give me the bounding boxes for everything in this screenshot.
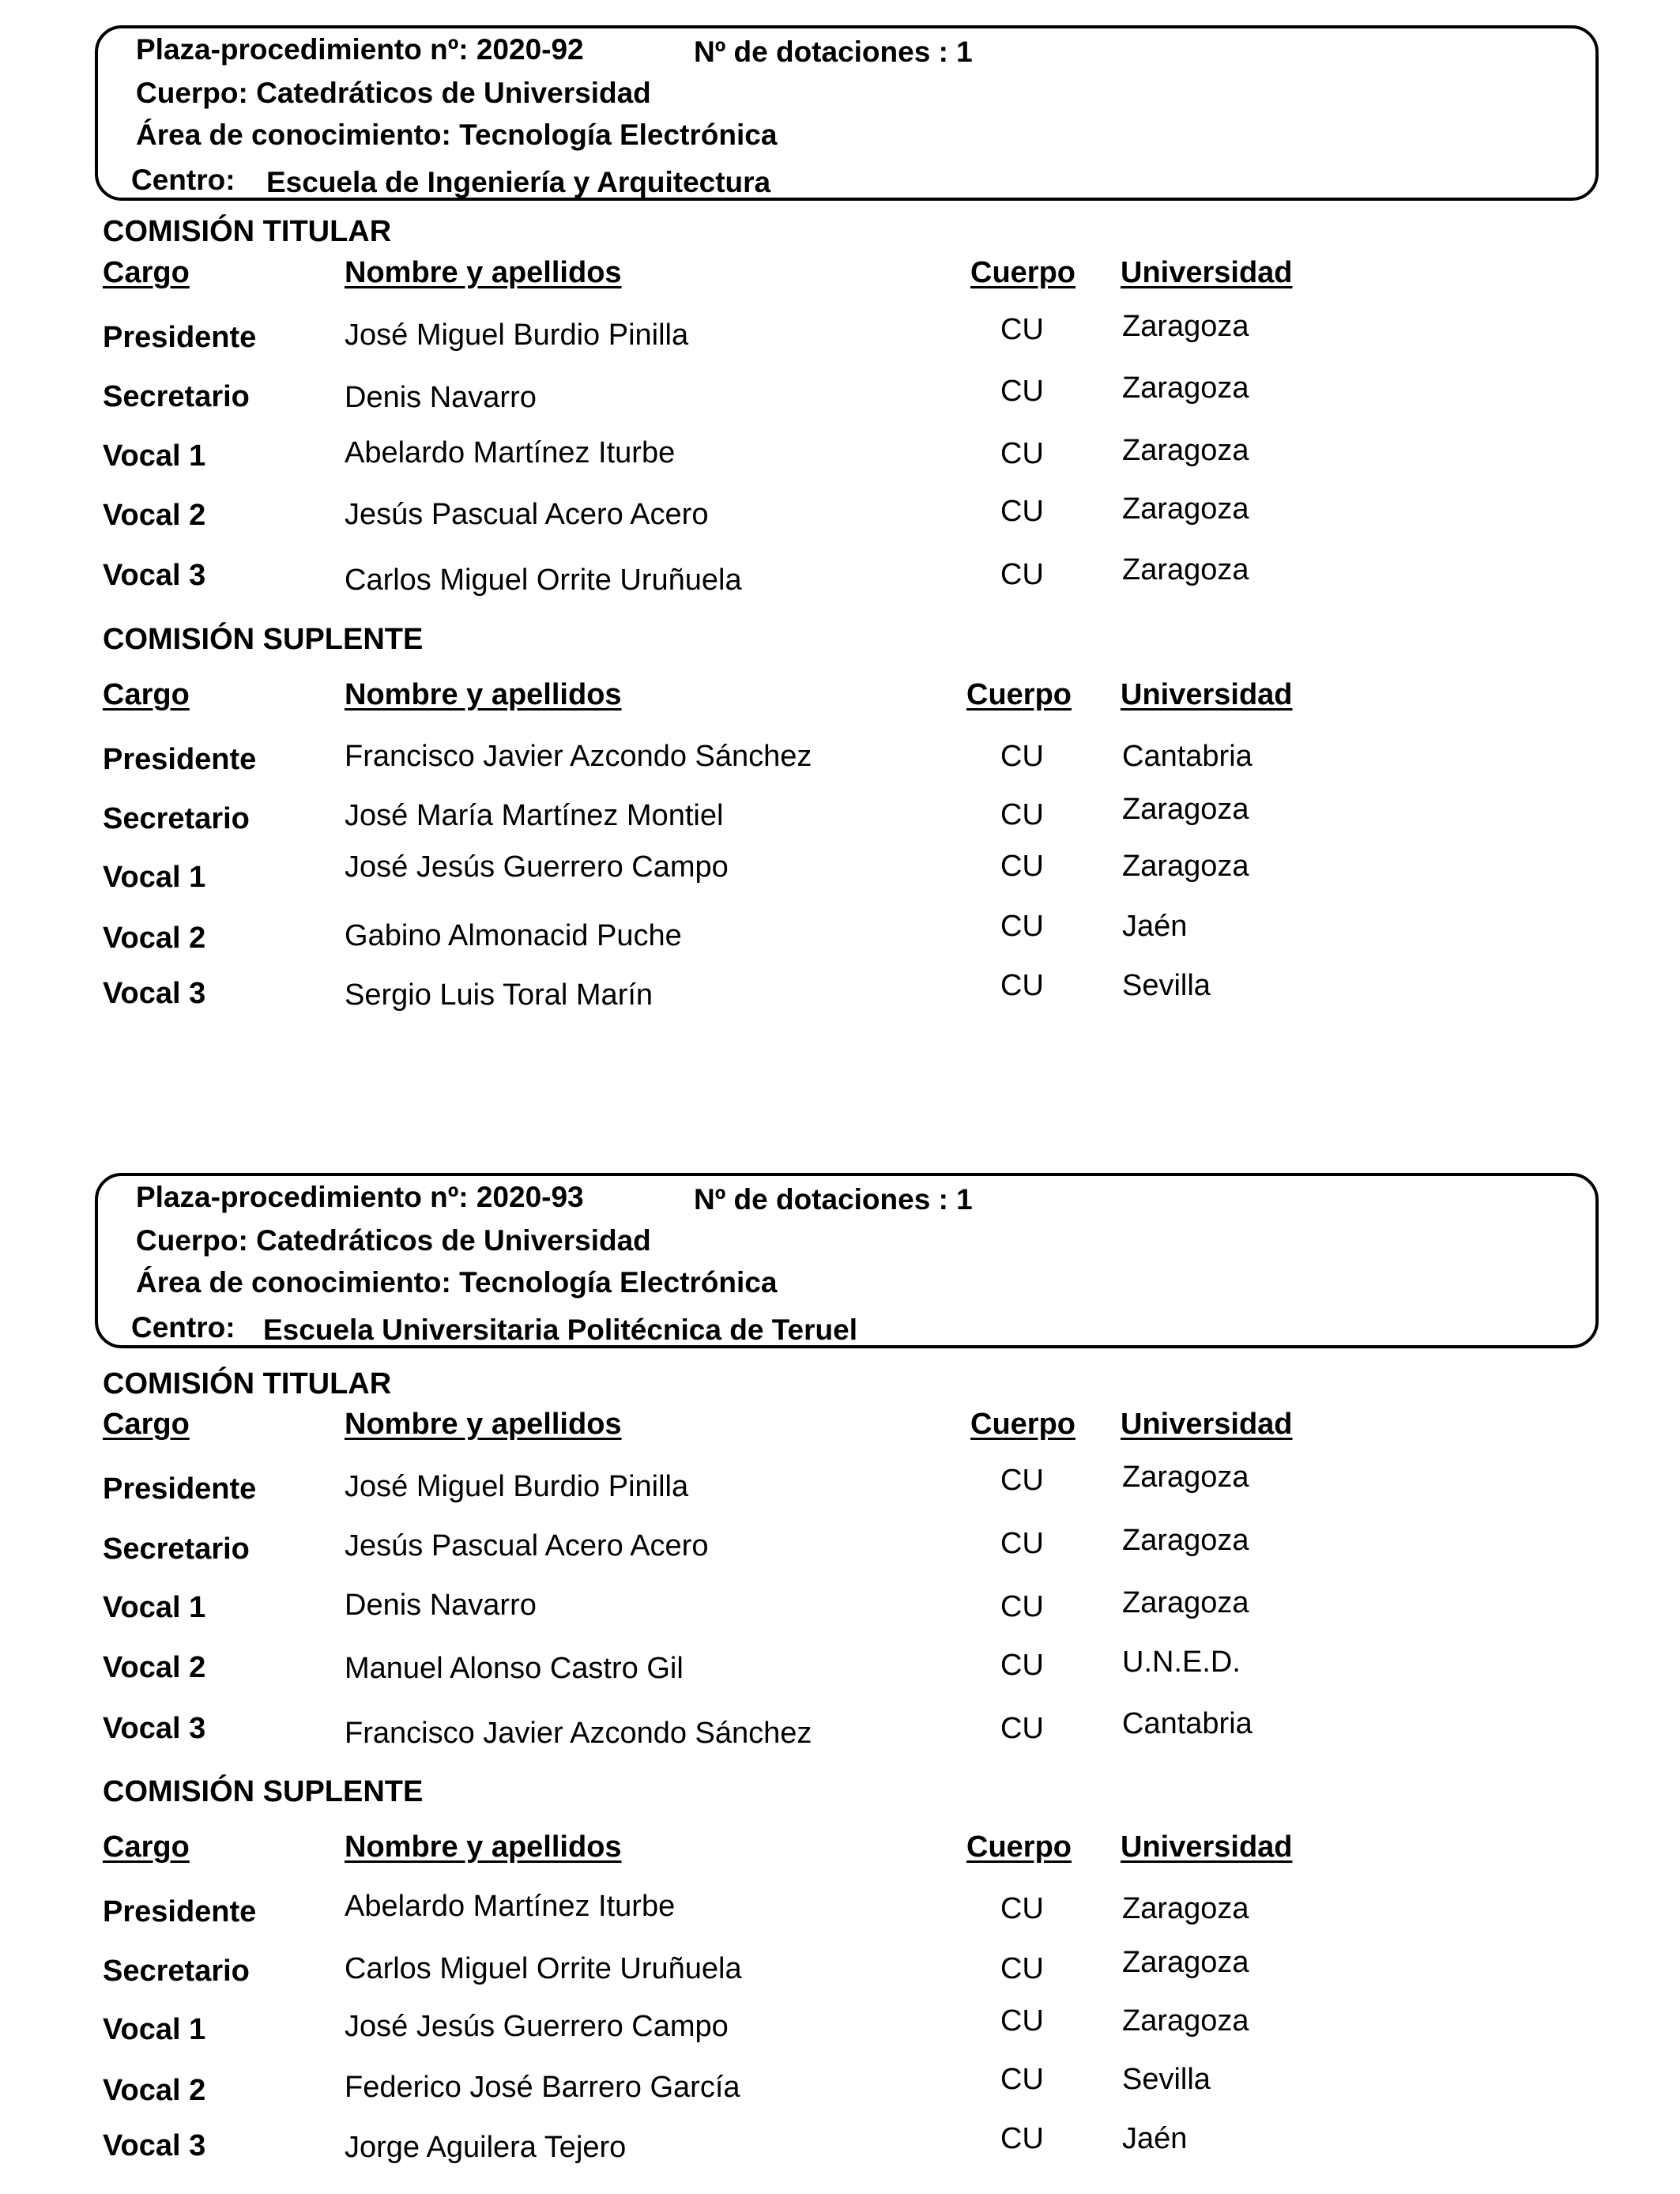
comision-suplente-title: COMISIÓN SUPLENTE xyxy=(103,623,424,656)
cargo-cell: Secretario xyxy=(103,1955,250,1988)
cuerpo-cell: CU xyxy=(1000,2004,1044,2038)
col-header-nombre: Nombre y apellidos xyxy=(345,256,622,289)
universidad-cell: Jaén xyxy=(1122,910,1188,943)
universidad-cell: Zaragoza xyxy=(1122,371,1249,405)
cargo-cell: Vocal 1 xyxy=(103,1591,206,1624)
cuerpo-cell: CU xyxy=(1000,2063,1044,2096)
col-header-cuerpo: Cuerpo xyxy=(966,678,1072,711)
area-conocimiento: Área de conocimiento: Tecnología Electrónica xyxy=(136,119,778,151)
nombre-cell: Abelardo Martínez Iturbe xyxy=(345,1890,676,1923)
cargo-cell: Vocal 1 xyxy=(103,2013,206,2046)
universidad-cell: Zaragoza xyxy=(1122,1946,1249,1979)
cargo-cell: Secretario xyxy=(103,380,250,413)
nombre-cell: José Miguel Burdio Pinilla xyxy=(345,1470,689,1503)
cuerpo-cell: CU xyxy=(1000,1712,1044,1745)
nombre-cell: Federico José Barrero García xyxy=(345,2071,740,2104)
cuerpo-label: Cuerpo: Catedráticos de Universidad xyxy=(136,77,651,109)
nombre-cell: Carlos Miguel Orrite Uruñuela xyxy=(345,564,742,597)
col-header-universidad: Universidad xyxy=(1121,1830,1293,1864)
cargo-cell: Vocal 3 xyxy=(103,2129,206,2162)
nombre-cell: José Miguel Burdio Pinilla xyxy=(345,319,689,352)
nombre-cell: Jesús Pascual Acero Acero xyxy=(345,498,709,531)
col-header-cuerpo: Cuerpo xyxy=(970,1408,1075,1441)
universidad-cell: Cantabria xyxy=(1122,1707,1252,1740)
cargo-cell: Vocal 2 xyxy=(103,922,206,955)
universidad-cell: Zaragoza xyxy=(1122,2004,1249,2038)
comision-titular-title: COMISIÓN TITULAR xyxy=(103,1367,392,1400)
cuerpo-cell: CU xyxy=(1000,1527,1044,1560)
cuerpo-cell: CU xyxy=(1000,375,1044,408)
universidad-cell: Zaragoza xyxy=(1122,434,1249,467)
cuerpo-cell: CU xyxy=(1000,910,1044,943)
nombre-cell: Jorge Aguilera Tejero xyxy=(345,2131,627,2164)
nombre-cell: Carlos Miguel Orrite Uruñuela xyxy=(345,1952,742,1985)
col-header-cargo: Cargo xyxy=(103,1830,190,1864)
cargo-cell: Presidente xyxy=(103,1472,257,1506)
col-header-universidad: Universidad xyxy=(1121,678,1293,711)
cargo-cell: Vocal 1 xyxy=(103,861,206,894)
cuerpo-cell: CU xyxy=(1000,437,1044,470)
cuerpo-label: Cuerpo: Catedráticos de Universidad xyxy=(136,1224,651,1257)
cargo-cell: Vocal 3 xyxy=(103,1712,206,1745)
cuerpo-cell: CU xyxy=(1000,1464,1044,1497)
nombre-cell: Gabino Almonacid Puche xyxy=(345,919,682,952)
universidad-cell: Zaragoza xyxy=(1122,492,1249,526)
cargo-cell: Secretario xyxy=(103,802,250,835)
cargo-cell: Presidente xyxy=(103,321,257,354)
centro-label: Centro: xyxy=(131,164,235,196)
col-header-nombre: Nombre y apellidos xyxy=(345,1830,622,1864)
universidad-cell: Zaragoza xyxy=(1122,1524,1249,1557)
col-header-cuerpo: Cuerpo xyxy=(966,1830,1072,1864)
comision-titular-title: COMISIÓN TITULAR xyxy=(103,215,392,248)
nombre-cell: José Jesús Guerrero Campo xyxy=(345,850,729,884)
cuerpo-cell: CU xyxy=(1000,1590,1044,1623)
universidad-cell: Cantabria xyxy=(1122,740,1252,773)
cuerpo-cell: CU xyxy=(1000,1952,1044,1985)
col-header-cargo: Cargo xyxy=(103,1408,190,1441)
plaza-procedimiento: Plaza-procedimiento nº: 2020-92 xyxy=(136,33,584,66)
col-header-nombre: Nombre y apellidos xyxy=(345,1408,622,1441)
universidad-cell: Jaén xyxy=(1122,2122,1188,2155)
cargo-cell: Vocal 3 xyxy=(103,559,206,592)
area-conocimiento: Área de conocimiento: Tecnología Electrónica xyxy=(136,1266,778,1299)
universidad-cell: Zaragoza xyxy=(1122,1586,1249,1619)
nombre-cell: Sergio Luis Toral Marín xyxy=(345,978,654,1012)
universidad-cell: Zaragoza xyxy=(1122,850,1249,883)
cuerpo-cell: CU xyxy=(1000,495,1044,528)
num-dotaciones: Nº de dotaciones : 1 xyxy=(694,36,973,68)
nombre-cell: José María Martínez Montiel xyxy=(345,799,724,832)
nombre-cell: Francisco Javier Azcondo Sánchez xyxy=(345,1717,812,1750)
col-header-cargo: Cargo xyxy=(103,256,190,289)
nombre-cell: Denis Navarro xyxy=(345,1589,537,1622)
universidad-cell: Zaragoza xyxy=(1122,310,1249,343)
cargo-cell: Vocal 1 xyxy=(103,439,206,473)
cuerpo-cell: CU xyxy=(1000,850,1044,883)
nombre-cell: Abelardo Martínez Iturbe xyxy=(345,436,676,469)
cuerpo-cell: CU xyxy=(1000,313,1044,346)
centro-label: Centro: xyxy=(131,1311,235,1344)
nombre-cell: Jesús Pascual Acero Acero xyxy=(345,1529,709,1563)
plaza-procedimiento: Plaza-procedimiento nº: 2020-93 xyxy=(136,1181,584,1213)
universidad-cell: Zaragoza xyxy=(1122,1892,1249,1925)
universidad-cell: Zaragoza xyxy=(1122,793,1249,826)
centro-value: Escuela de Ingeniería y Arquitectura xyxy=(266,166,771,198)
centro-value: Escuela Universitaria Politécnica de Teruel xyxy=(263,1314,857,1346)
cuerpo-cell: CU xyxy=(1000,969,1044,1002)
col-header-cargo: Cargo xyxy=(103,678,190,711)
cargo-cell: Presidente xyxy=(103,1895,257,1928)
comision-suplente-title: COMISIÓN SUPLENTE xyxy=(103,1775,424,1808)
cuerpo-cell: CU xyxy=(1000,558,1044,591)
universidad-cell: Sevilla xyxy=(1122,2063,1211,2096)
universidad-cell: Zaragoza xyxy=(1122,1461,1249,1494)
cargo-cell: Vocal 2 xyxy=(103,2074,206,2107)
col-header-universidad: Universidad xyxy=(1121,1408,1293,1441)
cargo-cell: Presidente xyxy=(103,743,257,776)
cargo-cell: Vocal 2 xyxy=(103,499,206,532)
cuerpo-cell: CU xyxy=(1000,740,1044,773)
cargo-cell: Vocal 2 xyxy=(103,1651,206,1684)
nombre-cell: José Jesús Guerrero Campo xyxy=(345,2010,729,2043)
universidad-cell: U.N.E.D. xyxy=(1122,1646,1241,1679)
cuerpo-cell: CU xyxy=(1000,1892,1044,1925)
nombre-cell: Francisco Javier Azcondo Sánchez xyxy=(345,740,812,773)
cuerpo-cell: CU xyxy=(1000,2122,1044,2155)
cargo-cell: Vocal 3 xyxy=(103,977,206,1010)
col-header-universidad: Universidad xyxy=(1121,256,1293,289)
nombre-cell: Manuel Alonso Castro Gil xyxy=(345,1652,684,1685)
universidad-cell: Sevilla xyxy=(1122,969,1211,1002)
nombre-cell: Denis Navarro xyxy=(345,381,537,414)
col-header-nombre: Nombre y apellidos xyxy=(345,678,622,711)
col-header-cuerpo: Cuerpo xyxy=(970,256,1075,289)
cuerpo-cell: CU xyxy=(1000,798,1044,831)
cargo-cell: Secretario xyxy=(103,1532,250,1566)
cuerpo-cell: CU xyxy=(1000,1649,1044,1682)
universidad-cell: Zaragoza xyxy=(1122,553,1249,586)
num-dotaciones: Nº de dotaciones : 1 xyxy=(694,1183,973,1216)
